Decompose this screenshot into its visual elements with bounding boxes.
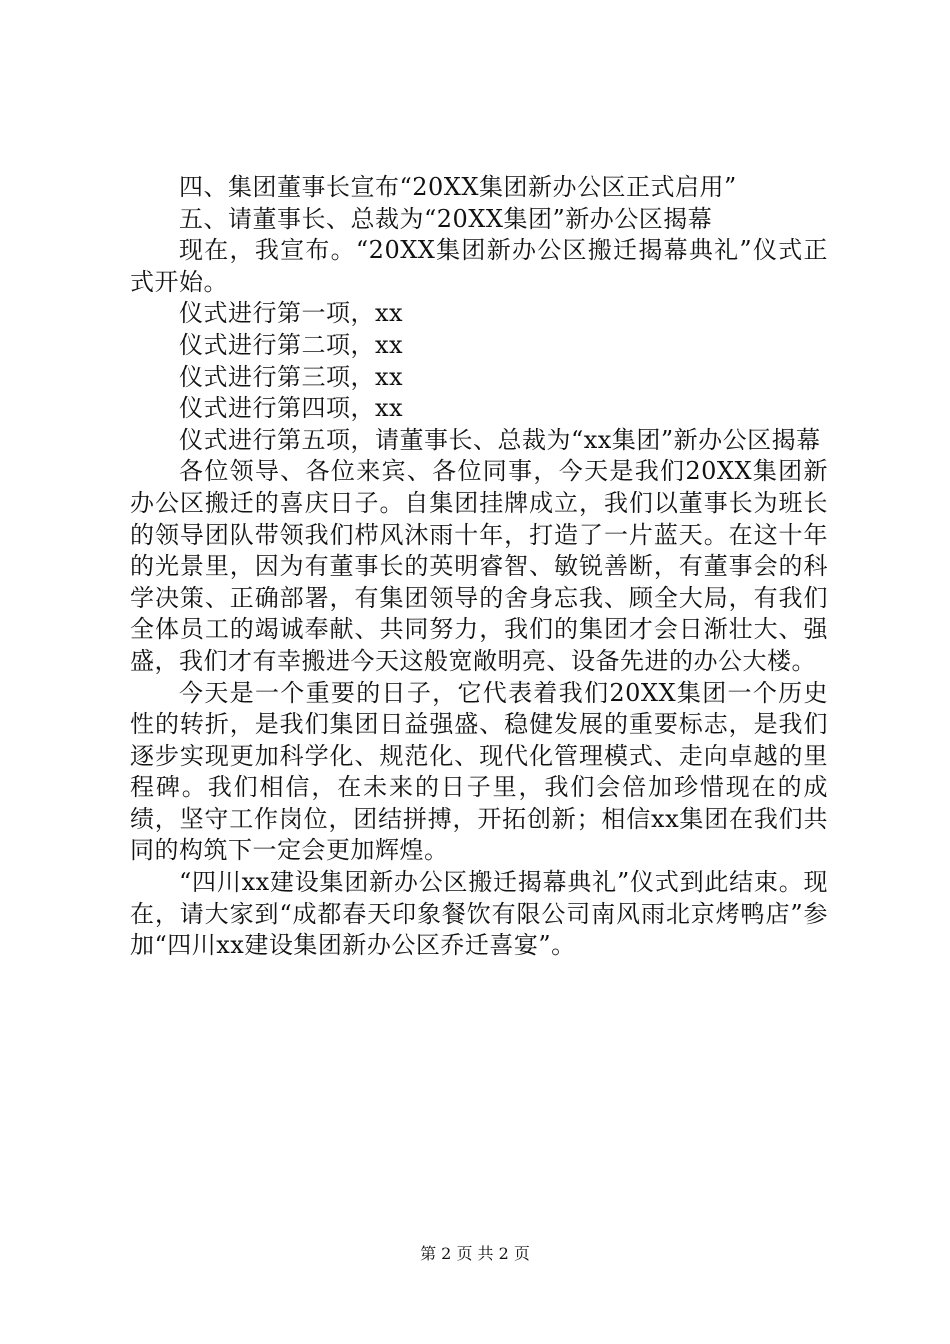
paragraph-step-5: 仪式进行第五项，请董事长、总裁为“xx集团”新办公区揭幕 (179, 425, 821, 454)
paragraph-step-3: 仪式进行第三项，xx (179, 362, 404, 391)
paragraph-speech-1: 各位领导、各位来宾、各位同事，今天是我们20XX集团新办公区搬迁的喜庆日子。自集团挂牌成立，我们以董事长为班长的领导团队带领我们栉风沐雨十年，打造了一片蓝天。在这十年的光景里，因为有董事长的英明睿智、敏锐善断，有董事会的科学决策、正确部署，有集团领导的舍身忘我、顾全大局，有我们全体员工的竭诚奉献、共同努力，我们的集团才会日渐壮大、强盛，我们才有幸搬进今天这般宽敞明亮、设备先进的办公大楼。 (130, 457, 828, 675)
paragraph-announcement: 现在，我宣布。“20XX集团新办公区搬迁揭幕典礼”仪式正式开始。 (130, 236, 828, 296)
paragraph-item-5: 五、请董事长、总裁为“20XX集团”新办公区揭幕 (179, 204, 713, 233)
paragraph-step-2: 仪式进行第二项，xx (179, 330, 404, 359)
paragraph-step-4: 仪式进行第四项，xx (179, 394, 404, 423)
document-body (130, 172, 828, 962)
paragraph-step-1: 仪式进行第一项，xx (179, 299, 404, 328)
paragraph-speech-2: 今天是一个重要的日子，它代表着我们20XX集团一个历史性的转折，是我们集团日益强盛、稳健发展的重要标志，是我们逐步实现更加科学化、规范化、现代化管理模式、走向卓越的里程碑。我们相信，在未来的日子里，我们会倍加珍惜现在的成绩，坚守工作岗位，团结拼搏，开拓创新；相信xx集团在我们共同的构筑下一定会更加辉煌。 (130, 678, 828, 865)
page-footer (0, 1244, 950, 1264)
paragraph-item-4: 四、集团董事长宣布“20XX集团新办公区正式启用” (179, 173, 737, 201)
page-number-label: 第 2 页 共 2 页 (420, 1244, 530, 1263)
paragraph-closing: “四川xx建设集团新办公区搬迁揭幕典礼”仪式到此结束。现在，请大家到“成都春天印象餐饮有限公司南风雨北京烤鸭店”参加“四川xx建设集团新办公区乔迁喜宴”。 (130, 868, 828, 960)
